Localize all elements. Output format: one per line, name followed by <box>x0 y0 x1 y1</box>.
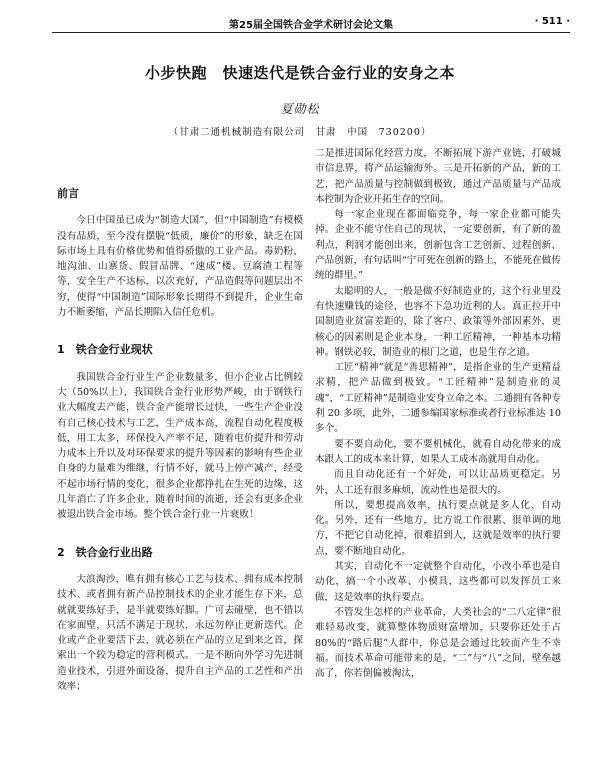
body-paragraph: 不管发生怎样的产业革命，人类社会的“二八定律”很难轻易改变，就算整体物质财富增加，只要你还处于占 80%的“路后腿”人群中，你总是会通过比较而产生不幸福。而技术革命可能带来的是，“二”与“八”之间，壁垒越高了，你若倒偏被淘汰， <box>315 606 561 680</box>
body-paragraph: 大浪淘沙，唯有拥有核心工艺与技术、拥有成本控制技术、或者拥有新产品控制技术的企业才能生存下来，总就就要练好手，是半就要练好脚。广可去碰壁，也不错以在家面壁，只活不满足于现状，永远勿停止更新迭代。企业或产企业要活下去，就必须在产品的立足到来之首，探索出一个较为稳定的营利模式。一是不断向外学习先进制造业技术，引进外面设备，提升自主产品的工艺性和产出效率； <box>57 573 303 693</box>
body-paragraph: 工匠“精神”就是“善思精神”，是指企业的生产更精益求精，把产品做到极致。“工匠精神”是制造业的灵魂”，“工匠精神”是制造业安身立命之本。二通拥有各种专利 20 多项，此外，二通参编国家标准或者行业标准达 10 多个。 <box>315 362 561 435</box>
body-paragraph: 二是推进国际化经营力度，不断拓展下游产业链，打破城市信息界，将产品运输海外。三是开拓新的产品，新的工艺，把产品质量与控制做到极致，通过产品质量与产品成本控制为企业开拓生存的空间。 <box>315 148 561 205</box>
body-paragraph: 太聪明的人，一般是做不好制造业的，这个行业里没有快速赚钱的途径，也容不下急功近利的人。真正拉开中国制造业贫富差距的，除了客户、政策等外部因素外，更核心的因素则是企业本身，一种工匠精神，一种基本功精神。钢铁必较，制造业的根门之道，也是生存之道。 <box>315 285 561 358</box>
left-column <box>57 146 303 694</box>
running-header <box>52 14 570 33</box>
right-column <box>315 146 561 681</box>
body-paragraph: 而且自动化还有一个好处，可以让品质更稳定。另外，人工还有很多麻烦，流动性也是很大的。 <box>315 469 561 496</box>
page-number: · 511 · <box>534 16 570 27</box>
body-paragraph: 要不要自动化，要不要机械化，就看自动化带来的成本跟人工的成本来计算，如果人工成本高就用自动化。 <box>315 438 561 465</box>
section-heading: 前言 <box>57 187 79 200</box>
paper-title: 小步快跑 快速迭代是铁合金行业的安身之本 <box>144 64 455 82</box>
affiliation: （甘肃二通机械制造有限公司 甘肃 中国 730200） <box>168 127 432 138</box>
body-paragraph: 其实，自动化不一定就整个自动化，小改小革也是自动化，搞一个小改革、小模具，这些都可以发挥员工来做，这是效率的执行要点。 <box>315 561 561 603</box>
body-paragraph: 所以，要想提高效率，执行要点就是多人化、自动化。另外，还有一些地方，比方说工作很累、很单调的地方，不把它自动化掉，很难招到人，这就是效率的执行要点，要不断地自动化。 <box>315 499 561 557</box>
body-paragraph: 我国铁合金行业生产企业数量多，但小企业占比例较大（50%以上），我国铁合金行业形势严峻，由于钢铁行业大幅度去产能，铁合金产能增长过快，一些生产企业没有自己核心技术与工艺，生产成本高，流程自动化程度极低，用工太多，环保投入产率不足，随着电价提升和劳动力成本上升以及对环保要求的提升等因素的影响有些企业自身的力量难为维继，行情不好，就马上停产减产，经受不起市场行情的变化，很多企业都挣扎在生死的边缘，这几年消亡了许多企业，随着时间的流逝，还会有更多企业被退出铁合金市场。整个铁合金行业一片衰败！ <box>57 371 303 521</box>
conference-title: 第25届全国铁合金学术研讨会论文集 <box>229 20 393 31</box>
body-paragraph: 今日中国虽已成为“制造大国”，但“中国制造”有模模没有品质，至今没有摆脱“低质，廉价”的形象，缺乏在国际市场上具有价格优势和值得骄傲的工业产品。毒奶粉、地沟油、山寨货、假冒品牌、“速成”楼、豆腐渣工程等等，安全生产不达标，以次充好，产品造假等问题层出不穷，使得“中国制造”国际形象长期得不到提升，企业生命力不断萎缩，产品长期陷入信任危机。 <box>57 215 303 319</box>
author: 夏勋松 <box>280 102 320 116</box>
section-heading: 1 铁合金行业现状 <box>57 343 153 357</box>
body-paragraph: 每一家企业现在都面临竞争，每一家企业都可能失掉。企业不能守住自己的现状，一定要创新，有了新的盈利点，利润才能创出来，创新包含工艺创新、过程创新、产品创新，有句话叫“宁可死在创新的路上，不能死在做传统的群里。” <box>315 209 561 282</box>
section-heading: 2 铁合金行业出路 <box>57 545 153 559</box>
